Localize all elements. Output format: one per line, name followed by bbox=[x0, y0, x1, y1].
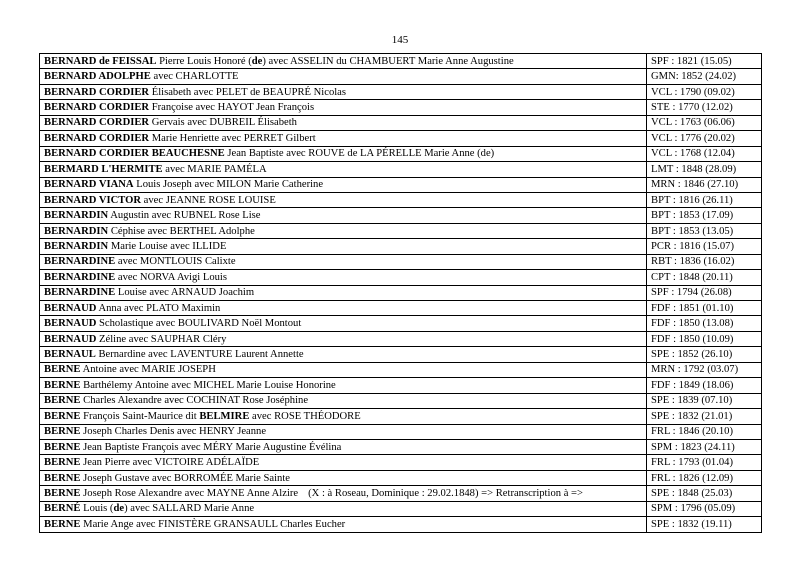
spouses-cell bbox=[40, 378, 647, 393]
name-text: avec ROSE THÉODORE bbox=[249, 410, 361, 422]
parish-date-cell: FDF : 1850 (10.09) bbox=[647, 331, 762, 346]
name-text: Charles Alexandre avec COCHINAT Rose Joséphine bbox=[80, 395, 309, 407]
spouses-cell bbox=[40, 84, 647, 99]
table-row bbox=[40, 162, 762, 177]
name-text: avec MARIE PAMÉLA bbox=[162, 163, 267, 175]
surname-text: BERNAUD bbox=[44, 318, 97, 330]
parish-date-cell: LMT : 1848 (28.09) bbox=[647, 162, 762, 177]
table-row bbox=[40, 455, 762, 470]
name-text: Marie Ange avec FINISTÈRE GRANSAULL Charles Eucher bbox=[80, 518, 346, 530]
name-text: Louis ( bbox=[80, 503, 114, 515]
table-row bbox=[40, 331, 762, 346]
table-row bbox=[40, 239, 762, 254]
parish-date-cell: SPF : 1821 (15.05) bbox=[647, 54, 762, 69]
spouses-cell bbox=[40, 455, 647, 470]
surname-text: BERMARD L'HERMITE bbox=[44, 163, 163, 175]
parish-date-cell: MRN : 1846 (27.10) bbox=[647, 177, 762, 192]
surname-text: BERNARD CORDIER bbox=[44, 132, 150, 144]
spouses-cell bbox=[40, 501, 647, 516]
parish-date-cell: BPT : 1816 (26.11) bbox=[647, 192, 762, 207]
surname-text: BERNARD de FEISSAL bbox=[44, 55, 157, 67]
spouses-cell bbox=[40, 208, 647, 223]
surname-text: BERNARD CORDIER bbox=[44, 117, 150, 129]
parish-date-cell: FRL : 1826 (12.09) bbox=[647, 470, 762, 485]
surname-text: BERNARDIN bbox=[44, 225, 109, 237]
name-text: Marie Henriette avec PERRET Gilbert bbox=[149, 132, 316, 144]
table-row bbox=[40, 270, 762, 285]
parish-date-cell: FDF : 1849 (18.06) bbox=[647, 378, 762, 393]
surname-text: BERNE bbox=[44, 472, 81, 484]
table-row bbox=[40, 393, 762, 408]
surname-text: BERNE bbox=[44, 457, 81, 469]
table-row bbox=[40, 378, 762, 393]
surname-text: BERNARDINE bbox=[44, 256, 116, 268]
surname-text: BERNARDINE bbox=[44, 271, 116, 283]
name-text: Joseph Charles Denis avec HENRY Jeanne bbox=[80, 426, 267, 438]
name-text: avec JEANNE ROSE LOUISE bbox=[141, 194, 276, 206]
table-row bbox=[40, 486, 762, 501]
surname-text: BERNARDIN bbox=[44, 240, 109, 252]
parish-date-cell: SPE : 1832 (19.11) bbox=[647, 517, 762, 532]
parish-date-cell: BPT : 1853 (17.09) bbox=[647, 208, 762, 223]
table-row bbox=[40, 84, 762, 99]
surname-text: BERNE bbox=[44, 410, 81, 422]
table-row bbox=[40, 316, 762, 331]
parish-date-cell: CPT : 1848 (20.11) bbox=[647, 270, 762, 285]
surname-text: BERNARD CORDIER BEAUCHESNE bbox=[44, 148, 225, 160]
spouses-cell bbox=[40, 347, 647, 362]
spouses-cell bbox=[40, 54, 647, 69]
spouses-cell bbox=[40, 439, 647, 454]
spouses-cell bbox=[40, 115, 647, 130]
table-row bbox=[40, 362, 762, 377]
table-row bbox=[40, 223, 762, 238]
spouses-cell bbox=[40, 100, 647, 115]
parish-date-cell: SPE : 1848 (25.03) bbox=[647, 486, 762, 501]
table-row bbox=[40, 131, 762, 146]
name-text: Marie Louise avec ILLIDE bbox=[108, 240, 227, 252]
parish-date-cell: MRN : 1792 (03.07) bbox=[647, 362, 762, 377]
parish-date-cell: PCR : 1816 (15.07) bbox=[647, 239, 762, 254]
table-row bbox=[40, 409, 762, 424]
parish-date-cell: VCL : 1763 (06.06) bbox=[647, 115, 762, 130]
parish-date-cell: FDF : 1850 (13.08) bbox=[647, 316, 762, 331]
spouses-cell bbox=[40, 301, 647, 316]
parish-date-cell: VCL : 1790 (09.02) bbox=[647, 84, 762, 99]
name-text: Anna avec PLATO Maximin bbox=[96, 302, 221, 314]
surname-text: BELMIRE bbox=[199, 410, 250, 422]
name-text: avec NORVA Avigi Louis bbox=[115, 271, 227, 283]
parish-date-cell: SPE : 1852 (26.10) bbox=[647, 347, 762, 362]
parish-date-cell: RBT : 1836 (16.02) bbox=[647, 254, 762, 269]
parish-date-cell: BPT : 1853 (13.05) bbox=[647, 223, 762, 238]
spouses-cell bbox=[40, 69, 647, 84]
surname-text: BERNE bbox=[44, 379, 81, 391]
surname-text: BERNE bbox=[44, 395, 81, 407]
parish-date-cell: STE : 1770 (12.02) bbox=[647, 100, 762, 115]
parish-date-cell: FDF : 1851 (01.10) bbox=[647, 301, 762, 316]
name-text: Joseph Gustave avec BORROMÉE Marie Sainte bbox=[80, 472, 290, 484]
table-row bbox=[40, 115, 762, 130]
spouses-cell bbox=[40, 470, 647, 485]
parish-date-cell: GMN: 1852 (24.02) bbox=[647, 69, 762, 84]
name-text: Gervais avec DUBREIL Élisabeth bbox=[149, 117, 297, 129]
spouses-cell bbox=[40, 223, 647, 238]
name-text: Barthélemy Antoine avec MICHEL Marie Louise Honorine bbox=[80, 379, 336, 391]
parish-date-cell: VCL : 1776 (20.02) bbox=[647, 131, 762, 146]
surname-text: BERNARDIN bbox=[44, 210, 109, 222]
surname-text: BERNAUD bbox=[44, 333, 97, 345]
name-text: Jean Baptiste avec ROUVE de LA PÉRELLE Marie Anne (de) bbox=[224, 148, 495, 160]
spouses-cell bbox=[40, 362, 647, 377]
spouses-cell bbox=[40, 239, 647, 254]
spouses-cell bbox=[40, 486, 647, 501]
table-row bbox=[40, 301, 762, 316]
parish-date-cell: SPE : 1839 (07.10) bbox=[647, 393, 762, 408]
name-text: Zéline avec SAUPHAR Cléry bbox=[96, 333, 227, 345]
surname-text: BERNE bbox=[44, 364, 81, 376]
surname-text: BERNARD VICTOR bbox=[44, 194, 142, 206]
name-text: Scholastique avec BOULIVARD Noël Montout bbox=[96, 318, 302, 330]
table-row bbox=[40, 100, 762, 115]
table-row bbox=[40, 470, 762, 485]
surname-text: BERNARD CORDIER bbox=[44, 86, 150, 98]
table-row bbox=[40, 347, 762, 362]
surname-text: BERNARD CORDIER bbox=[44, 102, 150, 114]
spouses-cell bbox=[40, 409, 647, 424]
surname-text: BERNE bbox=[44, 487, 81, 499]
name-text: Bernardine avec LAVENTURE Laurent Annette bbox=[95, 349, 304, 361]
table-row bbox=[40, 424, 762, 439]
table-row bbox=[40, 146, 762, 161]
name-text: Pierre Louis Honoré ( bbox=[156, 55, 252, 67]
spouses-cell bbox=[40, 177, 647, 192]
table-row bbox=[40, 177, 762, 192]
table-row bbox=[40, 192, 762, 207]
parish-date-cell: FRL : 1793 (01.04) bbox=[647, 455, 762, 470]
spouses-cell bbox=[40, 192, 647, 207]
spouses-cell bbox=[40, 131, 647, 146]
surname-text: BERNÉ bbox=[44, 503, 81, 515]
table-row bbox=[40, 285, 762, 300]
parish-date-cell: VCL : 1768 (12.04) bbox=[647, 146, 762, 161]
parish-date-cell: FRL : 1846 (20.10) bbox=[647, 424, 762, 439]
spouses-cell bbox=[40, 331, 647, 346]
spouses-cell bbox=[40, 393, 647, 408]
parish-date-cell: SPM : 1823 (24.11) bbox=[647, 439, 762, 454]
surname-text: BERNE bbox=[44, 426, 81, 438]
name-text: Françoise avec HAYOT Jean François bbox=[149, 102, 315, 114]
table-row bbox=[40, 208, 762, 223]
surname-text: BERNARDINE bbox=[44, 287, 116, 299]
parish-date-cell: SPF : 1794 (26.08) bbox=[647, 285, 762, 300]
name-text: Jean Pierre avec VICTOIRE ADÉLAÏDE bbox=[80, 457, 260, 469]
name-text: avec CHARLOTTE bbox=[150, 71, 239, 83]
name-text: Céphise avec BERTHEL Adolphe bbox=[108, 225, 255, 237]
surname-text: BERNE bbox=[44, 441, 81, 453]
name-text: Élisabeth avec PELET de BEAUPRÉ Nicolas bbox=[149, 86, 347, 98]
parish-date-cell: SPM : 1796 (05.09) bbox=[647, 501, 762, 516]
table-row bbox=[40, 517, 762, 532]
name-text: Louis Joseph avec MILON Marie Catherine bbox=[133, 179, 324, 191]
surname-text: BERNARD ADOLPHE bbox=[44, 71, 151, 83]
name-text: Joseph Rose Alexandre avec MAYNE Anne Alzire bbox=[80, 487, 299, 499]
parish-date-cell: SPE : 1832 (21.01) bbox=[647, 409, 762, 424]
spouses-cell bbox=[40, 285, 647, 300]
page-number: 145 bbox=[391, 34, 409, 46]
spouses-cell bbox=[40, 270, 647, 285]
surname-text: BERNAUD bbox=[44, 302, 97, 314]
name-text: avec MONTLOUIS Calixte bbox=[115, 256, 236, 268]
spouses-cell bbox=[40, 316, 647, 331]
surname-text: de bbox=[113, 503, 125, 515]
table-row bbox=[40, 439, 762, 454]
name-text: ) avec SALLARD Marie Anne bbox=[124, 503, 255, 515]
name-text: François Saint-Maurice dit bbox=[80, 410, 200, 422]
surname-text: de bbox=[251, 55, 263, 67]
table-row bbox=[40, 54, 762, 69]
spouses-cell bbox=[40, 162, 647, 177]
name-text: Louise avec ARNAUD Joachim bbox=[115, 287, 255, 299]
surname-text: BERNE bbox=[44, 518, 81, 530]
transcription-note: (X : à Roseau, Dominique : 29.02.1848) => Retranscription à => bbox=[308, 487, 583, 499]
surname-text: BERNAUL bbox=[44, 349, 96, 361]
spouses-cell bbox=[40, 424, 647, 439]
marriage-register-table bbox=[39, 53, 762, 533]
name-text: Augustin avec RUBNEL Rose Lise bbox=[108, 210, 261, 222]
table-row bbox=[40, 254, 762, 269]
table-row bbox=[40, 69, 762, 84]
spouses-cell bbox=[40, 517, 647, 532]
name-text: Jean Baptiste François avec MÉRY Marie Augustine Évélina bbox=[80, 441, 342, 453]
spouses-cell bbox=[40, 254, 647, 269]
name-text: ) avec ASSELIN du CHAMBUERT Marie Anne Augustine bbox=[262, 55, 514, 67]
name-text: Antoine avec MARIE JOSEPH bbox=[80, 364, 216, 376]
spouses-cell bbox=[40, 146, 647, 161]
surname-text: BERNARD VIANA bbox=[44, 179, 134, 191]
table-row bbox=[40, 501, 762, 516]
